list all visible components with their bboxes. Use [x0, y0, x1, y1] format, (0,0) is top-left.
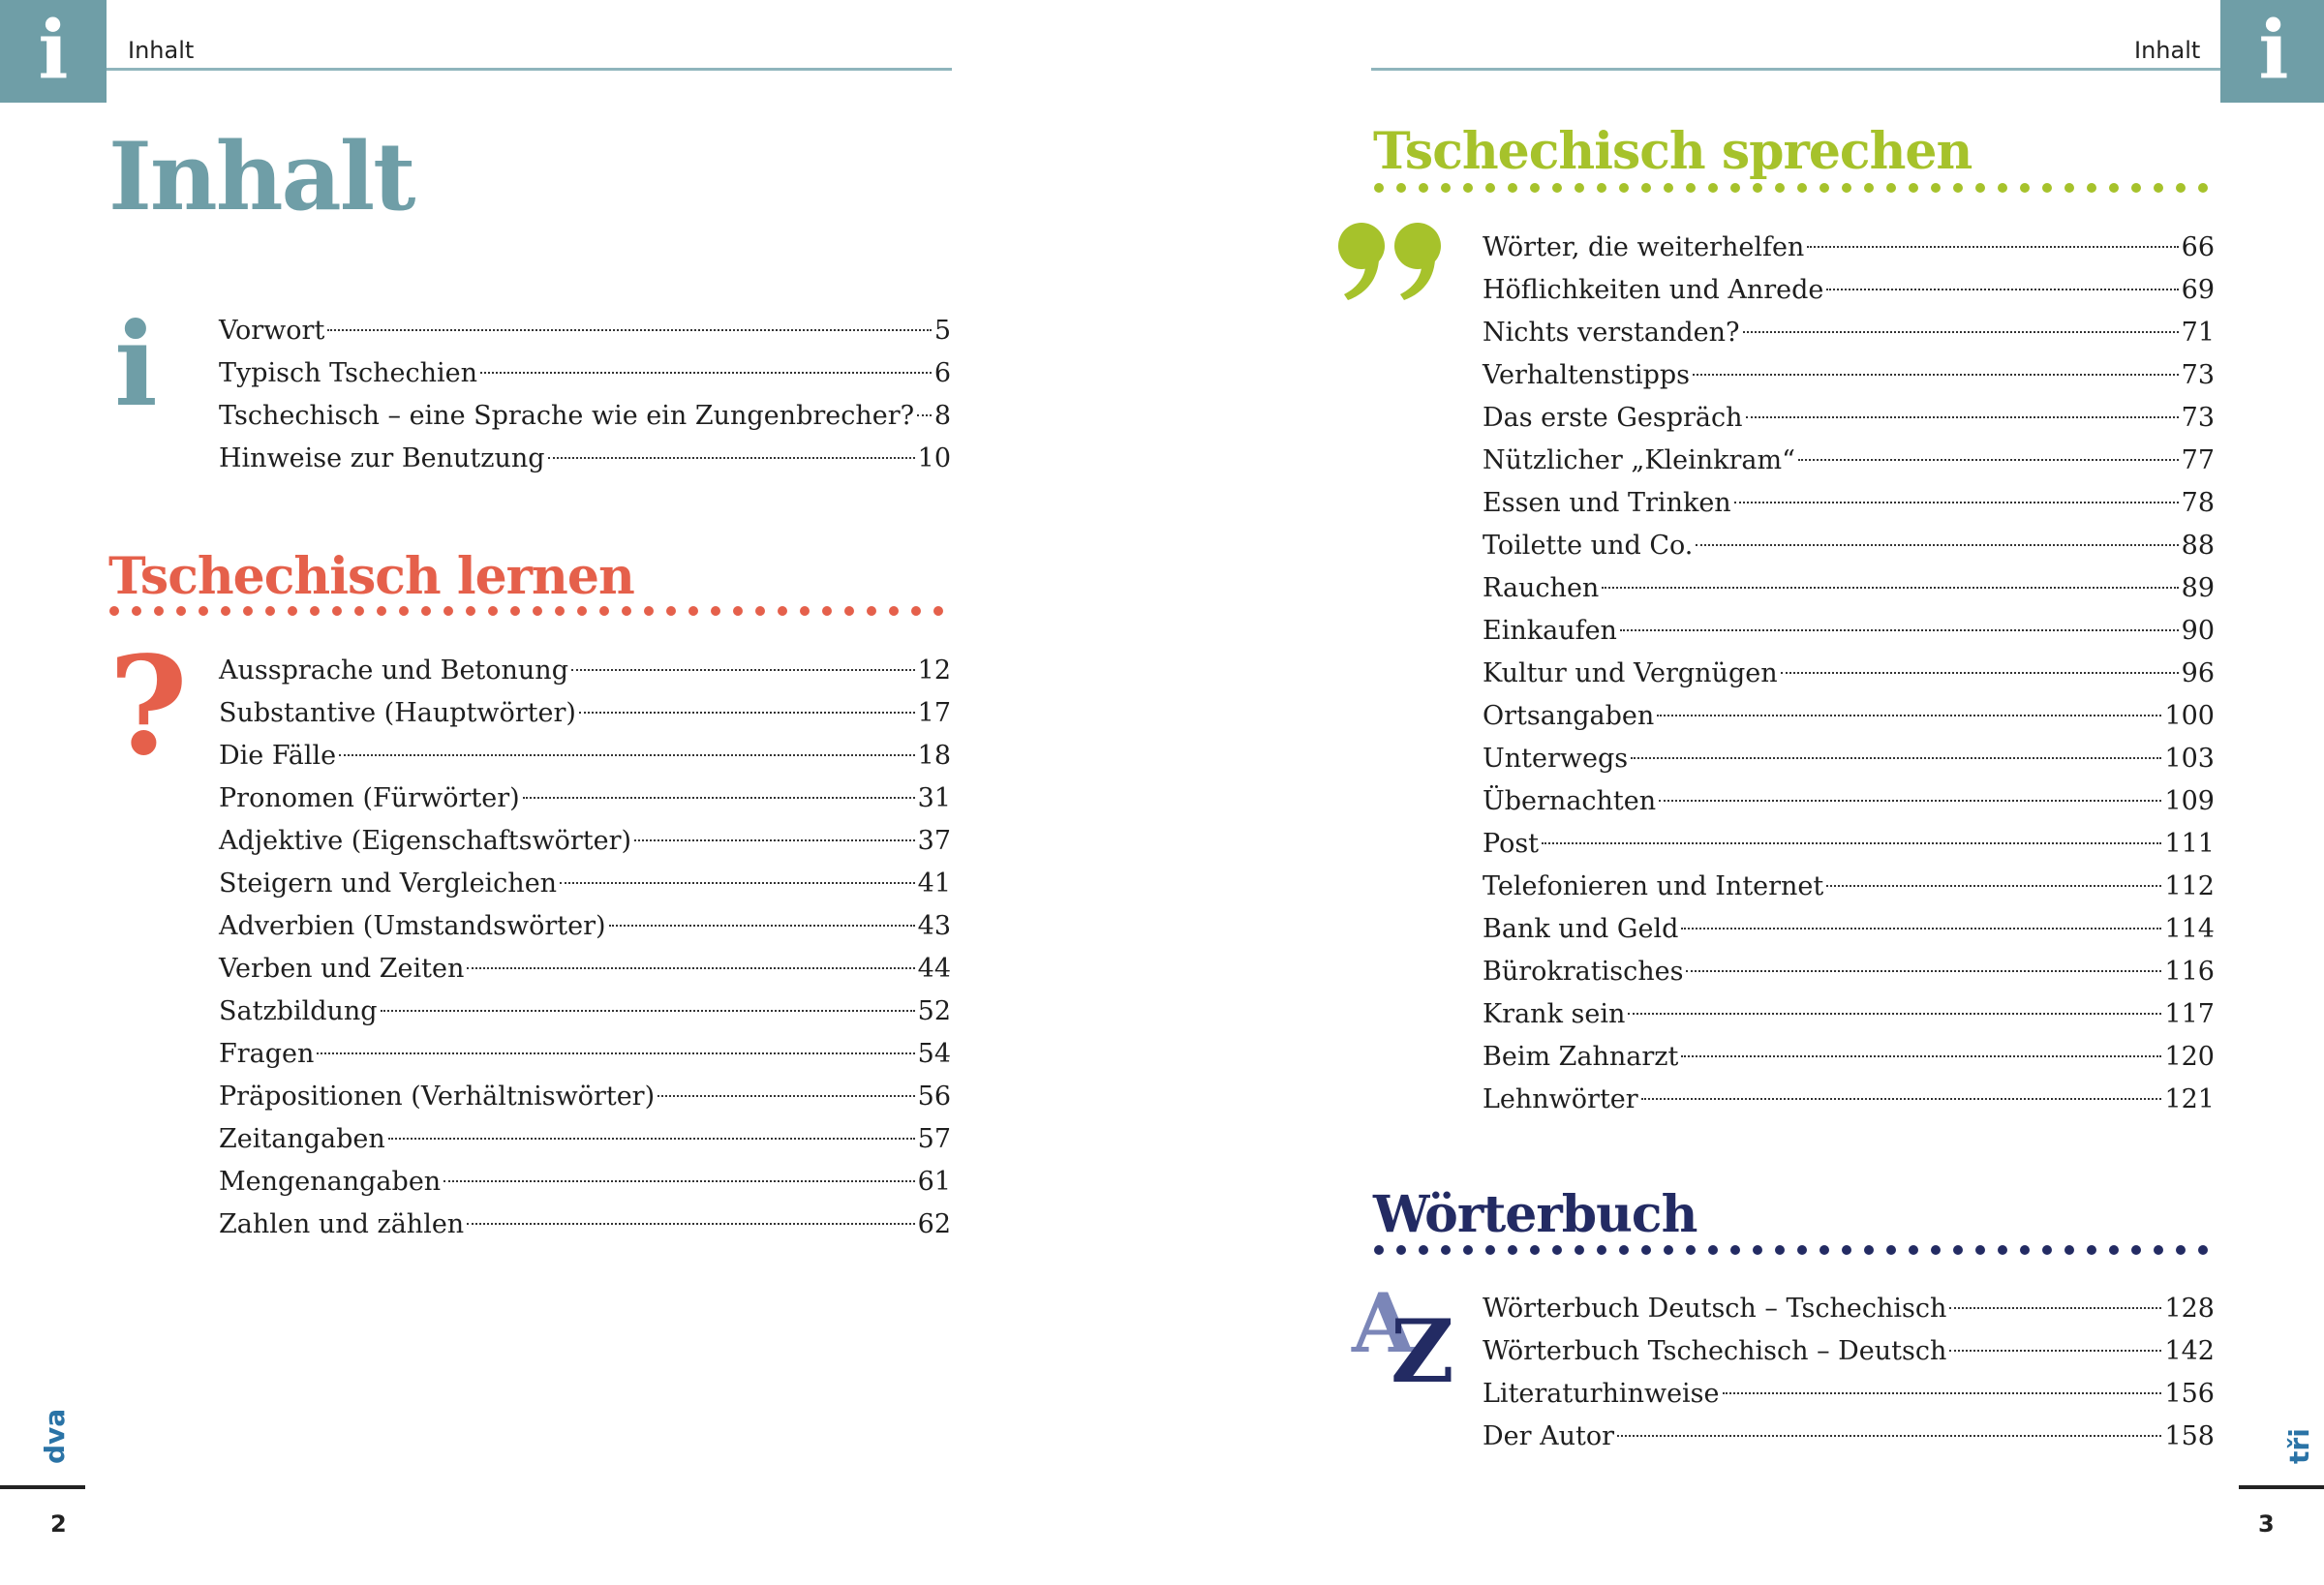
toc-entry[interactable]: [219, 438, 951, 480]
toc-dot-leader: [523, 797, 915, 799]
toc-entry-label: Das erste Gespräch: [1483, 403, 1743, 433]
toc-entry[interactable]: [219, 905, 951, 948]
toc-entry-label: Wörter, die weiterhelfen: [1483, 232, 1805, 262]
toc-entry[interactable]: [219, 1076, 951, 1118]
toc-entry-label: Nichts verstanden?: [1483, 318, 1740, 348]
toc-dot-leader: [1807, 246, 2178, 248]
toc-dot-leader: [327, 329, 932, 331]
toc-entry-page: 156: [2164, 1379, 2215, 1409]
toc-entry-page: 18: [917, 741, 951, 771]
toc-entry[interactable]: [1483, 482, 2215, 525]
toc-entry[interactable]: [1483, 610, 2215, 653]
info-i-icon: i: [114, 297, 158, 432]
toc-entry-label: Übernachten: [1483, 786, 1657, 816]
toc-entry-label: Fragen: [219, 1039, 315, 1069]
toc-entry-label: Bank und Geld: [1483, 914, 1679, 944]
toc-entry-label: Zahlen und zählen: [219, 1209, 465, 1239]
toc-entry-page: 100: [2164, 701, 2215, 731]
page-title: Inhalt: [108, 122, 414, 231]
toc-entry-page: 117: [2164, 999, 2215, 1029]
dotted-rule-sprechen: [1373, 181, 2217, 195]
toc-entry[interactable]: [1483, 993, 2215, 1036]
toc-entry-page: 10: [917, 443, 951, 473]
toc-entry[interactable]: [219, 735, 951, 777]
toc-entry[interactable]: [219, 650, 951, 692]
toc-entry-label: Post: [1483, 829, 1540, 859]
toc-dot-leader: [1659, 800, 2161, 802]
toc-entry[interactable]: [1483, 269, 2215, 312]
toc-entry-page: 56: [917, 1082, 951, 1112]
toc-entry-label: Wörterbuch Deutsch – Tschechisch: [1483, 1294, 1947, 1324]
toc-entry-label: Mengenangaben: [219, 1167, 442, 1197]
dotted-rule-lernen: [108, 604, 953, 618]
toc-entry[interactable]: [219, 948, 951, 991]
toc-entry-page: 62: [917, 1209, 951, 1239]
toc-entry[interactable]: [219, 1161, 951, 1204]
toc-dot-leader: [1686, 970, 2161, 972]
toc-dot-leader: [1628, 1013, 2161, 1015]
toc-entry-page: 66: [2181, 232, 2215, 262]
toc-entry[interactable]: [1483, 738, 2215, 780]
toc-entry-page: 73: [2181, 403, 2215, 433]
toc-dot-leader: [1949, 1350, 2161, 1352]
header-rule-left: [107, 68, 952, 71]
letter-a: A: [1352, 1275, 1416, 1371]
toc-dot-leader: [560, 882, 915, 884]
toc-entry-label: Nützlicher „Kleinkram“: [1483, 445, 1795, 475]
side-word-dva: dva: [39, 1408, 71, 1464]
letter-z: Z: [1391, 1300, 1454, 1403]
toc-dot-leader: [1602, 587, 2178, 589]
toc-entry-label: Einkaufen: [1483, 616, 1617, 646]
toc-entry-label: Typisch Tschechien: [219, 358, 478, 388]
toc-entry-page: 96: [2181, 658, 2215, 688]
toc-entry[interactable]: [1483, 312, 2215, 354]
toc-entry-page: 17: [917, 698, 951, 728]
toc-dot-leader: [1657, 715, 2161, 716]
toc-entry-page: 73: [2181, 360, 2215, 390]
toc-entry[interactable]: [219, 777, 951, 820]
toc-dot-leader: [443, 1180, 914, 1182]
toc-entry[interactable]: [1483, 1416, 2215, 1458]
toc-entry-label: Ortsangaben: [1483, 701, 1655, 731]
toc-entry[interactable]: [1483, 397, 2215, 440]
section-title-sprechen: Tschechisch sprechen: [1373, 122, 1972, 181]
toc-entry-page: 31: [917, 783, 951, 813]
toc-entry-label: Rauchen: [1483, 573, 1600, 603]
toc-dot-leader: [579, 712, 915, 714]
toc-entry-label: Adjektive (Eigenschaftswörter): [219, 826, 632, 856]
toc-entry-page: 5: [933, 316, 951, 346]
header-rule-right: [1371, 68, 2220, 71]
toc-entry-label: Literaturhinweise: [1483, 1379, 1720, 1409]
running-head-right: Inhalt: [2134, 37, 2201, 64]
toc-entry[interactable]: [219, 820, 951, 863]
toc-entry[interactable]: [1483, 1079, 2215, 1121]
toc-entry-page: 44: [917, 954, 951, 984]
toc-dot-leader: [634, 839, 915, 841]
toc-entry[interactable]: [1483, 866, 2215, 908]
toc-entry-page: 121: [2164, 1084, 2215, 1114]
toc-dot-leader: [1723, 1392, 2162, 1394]
toc-entry-page: 89: [2181, 573, 2215, 603]
toc-entry-label: Essen und Trinken: [1483, 488, 1731, 518]
corner-info-box-right: [2220, 0, 2324, 103]
toc-dot-leader: [1746, 416, 2179, 418]
toc-entry-label: Aussprache und Betonung: [219, 655, 568, 686]
toc-entry-page: 57: [917, 1124, 951, 1154]
toc-entry[interactable]: [1483, 823, 2215, 866]
toc-entry-page: 12: [917, 655, 951, 686]
dotted-rule-woerterbuch: [1373, 1243, 2217, 1257]
toc-entry-label: Der Autor: [1483, 1421, 1615, 1451]
a-z-dictionary-icon: [1352, 1275, 1458, 1403]
toc-entry[interactable]: [1483, 695, 2215, 738]
toc-dot-leader: [1631, 757, 2161, 759]
toc-entry-label: Hinweise zur Benutzung: [219, 443, 545, 473]
toc-dot-leader: [657, 1095, 915, 1097]
running-head-left: Inhalt: [128, 37, 195, 64]
toc-entry-label: Adverbien (Umstandswörter): [219, 911, 606, 941]
toc-entry-page: 112: [2164, 871, 2215, 901]
toc-dot-leader: [1696, 544, 2178, 546]
toc-entry-page: 109: [2164, 786, 2215, 816]
toc-entry[interactable]: [219, 395, 951, 438]
toc-dot-leader: [467, 1223, 914, 1225]
toc-entry[interactable]: [219, 863, 951, 905]
toc-entry-label: Die Fälle: [219, 741, 337, 771]
toc-dot-leader: [1743, 331, 2179, 333]
corner-info-box-left: [0, 0, 107, 103]
toc-entry[interactable]: [219, 352, 951, 395]
corner-i-letter: i: [2258, 4, 2289, 97]
toc-entry[interactable]: [1483, 780, 2215, 823]
toc-entry-page: 52: [917, 996, 951, 1026]
toc-entry[interactable]: [1483, 653, 2215, 695]
toc-entry-page: 78: [2181, 488, 2215, 518]
toc-dot-leader: [548, 457, 915, 459]
toc-entry-page: 54: [917, 1039, 951, 1069]
toc-dot-leader: [381, 1010, 915, 1012]
toc-entry-label: Pronomen (Fürwörter): [219, 783, 520, 813]
toc-entry-label: Lehnwörter: [1483, 1084, 1638, 1114]
toc-entry-page: 128: [2164, 1294, 2215, 1324]
toc-entry-label: Toilette und Co.: [1483, 531, 1694, 561]
toc-entry[interactable]: [219, 991, 951, 1033]
question-mark-icon: ?: [108, 627, 189, 786]
section-title-lernen: Tschechisch lernen: [108, 547, 634, 606]
toc-dot-leader: [1617, 1435, 2161, 1437]
toc-entry-page: 43: [917, 911, 951, 941]
toc-entry-page: 88: [2181, 531, 2215, 561]
quote-marks-icon: [1336, 221, 1449, 302]
toc-entry[interactable]: [1483, 227, 2215, 269]
toc-entry-label: Zeitangaben: [219, 1124, 385, 1154]
toc-entry-page: 6: [933, 358, 951, 388]
footer-rule-right: [2239, 1485, 2324, 1489]
toc-entry-page: 114: [2164, 914, 2215, 944]
toc-entry-page: 37: [917, 826, 951, 856]
toc-entry-page: 103: [2164, 744, 2215, 774]
toc-entry-label: Verben und Zeiten: [219, 954, 465, 984]
toc-dot-leader: [609, 925, 915, 927]
toc-entry-label: Satzbildung: [219, 996, 378, 1026]
toc-entry-label: Steigern und Vergleichen: [219, 869, 558, 899]
toc-dot-leader: [1620, 629, 2179, 631]
toc-entry-label: Wörterbuch Tschechisch – Deutsch: [1483, 1336, 1947, 1366]
toc-entry-page: 90: [2181, 616, 2215, 646]
toc-entry-label: Präpositionen (Verhältniswörter): [219, 1082, 656, 1112]
toc-entry[interactable]: [1483, 1036, 2215, 1079]
toc-entry-label: Vorwort: [219, 316, 325, 346]
toc-entry-label: Tschechisch – eine Sprache wie ein Zungenbrecher?: [219, 401, 915, 431]
toc-entry[interactable]: [1483, 567, 2215, 610]
corner-i-letter: i: [38, 4, 69, 97]
page-number-right: 3: [2258, 1510, 2275, 1538]
toc-entry[interactable]: [1483, 525, 2215, 567]
toc-entry[interactable]: [1483, 1373, 2215, 1416]
footer-rule-left: [0, 1485, 85, 1489]
toc-entry[interactable]: [1483, 440, 2215, 482]
toc-entry-label: Telefonieren und Internet: [1483, 871, 1824, 901]
toc-entry-label: Bürokratisches: [1483, 957, 1684, 987]
toc-dot-leader: [1641, 1098, 2162, 1100]
toc-entry-page: 111: [2164, 829, 2215, 859]
toc-entry[interactable]: [219, 1204, 951, 1246]
toc-entry[interactable]: [219, 310, 951, 352]
page-number-left: 2: [50, 1510, 67, 1538]
toc-entry-page: 8: [933, 401, 951, 431]
toc-entry[interactable]: [1483, 1288, 2215, 1330]
toc-entry[interactable]: [1483, 1330, 2215, 1373]
toc-entry[interactable]: [1483, 354, 2215, 397]
toc-dot-leader: [1826, 289, 2178, 290]
toc-entry-label: Unterwegs: [1483, 744, 1629, 774]
toc-dot-leader: [1949, 1307, 2161, 1309]
toc-entry[interactable]: [219, 1033, 951, 1076]
toc-entry-page: 41: [917, 869, 951, 899]
toc-entry[interactable]: [219, 692, 951, 735]
toc-dot-leader: [1693, 374, 2179, 376]
toc-entry-page: 120: [2164, 1042, 2215, 1072]
toc-dot-leader: [1542, 842, 2161, 844]
toc-dot-leader: [1681, 1055, 2161, 1057]
toc-dot-leader: [467, 967, 914, 969]
toc-dot-leader: [571, 669, 915, 671]
toc-dot-leader: [1681, 928, 2161, 930]
toc-dot-leader: [317, 1052, 914, 1054]
toc-entry-page: 77: [2181, 445, 2215, 475]
toc-entry-page: 142: [2164, 1336, 2215, 1366]
toc-entry-label: Höflichkeiten und Anrede: [1483, 275, 1824, 305]
toc-dot-leader: [388, 1138, 915, 1140]
section-title-woerterbuch: Wörterbuch: [1373, 1185, 1697, 1244]
toc-entry-label: Substantive (Hauptwörter): [219, 698, 576, 728]
toc-entry[interactable]: [219, 1118, 951, 1161]
toc-dot-leader: [339, 754, 915, 756]
toc-dot-leader: [480, 372, 932, 374]
toc-entry-page: 69: [2181, 275, 2215, 305]
toc-dot-leader: [1781, 672, 2179, 674]
toc-entry-label: Krank sein: [1483, 999, 1626, 1029]
toc-entry-page: 71: [2181, 318, 2215, 348]
toc-entry-page: 61: [917, 1167, 951, 1197]
toc-entry-label: Kultur und Vergnügen: [1483, 658, 1778, 688]
toc-entry[interactable]: [1483, 908, 2215, 951]
toc-dot-leader: [1734, 502, 2179, 503]
toc-entry-page: 158: [2164, 1421, 2215, 1451]
toc-entry[interactable]: [1483, 951, 2215, 993]
toc-dot-leader: [1826, 885, 2161, 887]
toc-dot-leader: [917, 414, 932, 416]
toc-dot-leader: [1798, 459, 2179, 461]
toc-entry-page: 116: [2164, 957, 2215, 987]
side-word-tri: tři: [2283, 1428, 2315, 1464]
toc-entry-label: Verhaltenstipps: [1483, 360, 1691, 390]
toc-entry-label: Beim Zahnarzt: [1483, 1042, 1679, 1072]
